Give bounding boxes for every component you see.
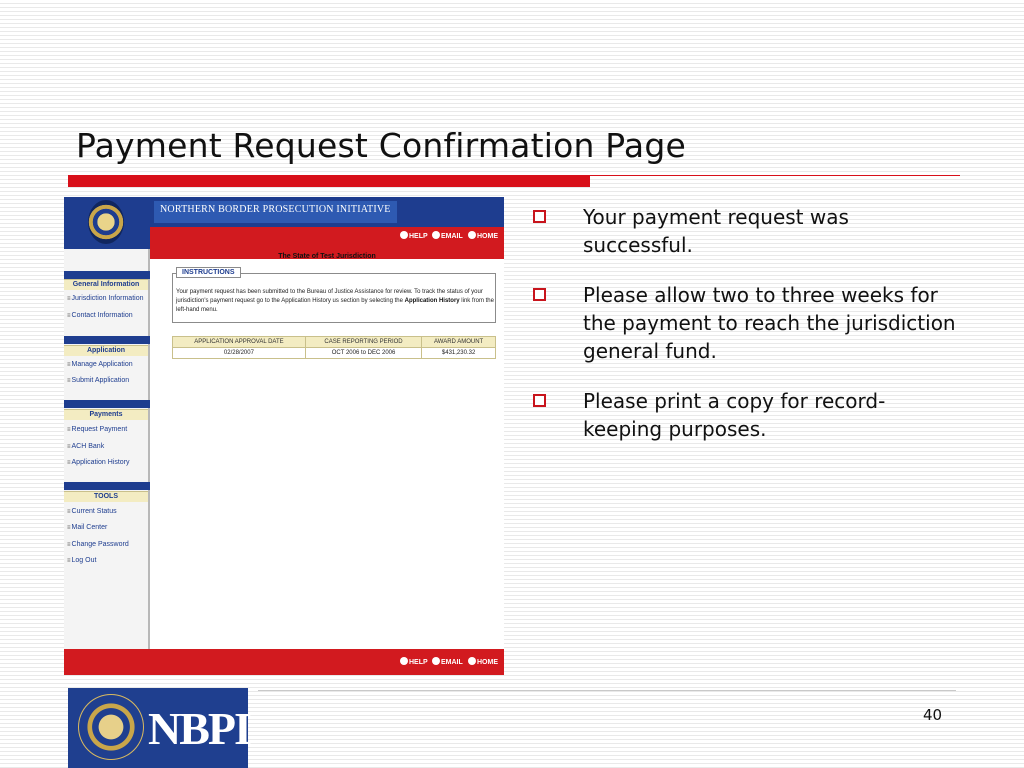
sidebar-strip bbox=[64, 271, 150, 279]
sidebar-section-payments: Payments bbox=[64, 409, 148, 420]
bullet-text: Your payment request was successful. bbox=[583, 205, 849, 257]
header-home-link[interactable] bbox=[468, 231, 498, 240]
table-cell: $431,230.32 bbox=[422, 348, 496, 359]
table-row bbox=[173, 348, 496, 359]
footer-email-label: EMAIL bbox=[441, 659, 463, 666]
footer-divider bbox=[258, 690, 956, 691]
table-cell: OCT 2006 to DEC 2006 bbox=[305, 348, 421, 359]
sidebar-section-application: Application bbox=[64, 345, 148, 356]
bullet-list bbox=[530, 203, 960, 465]
bullet-item bbox=[530, 387, 960, 443]
sidebar-strip bbox=[64, 400, 150, 408]
project-name: NORTHERN BORDER PROSECUTION INITIATIVE bbox=[154, 201, 397, 223]
footer-help-link[interactable] bbox=[400, 657, 428, 666]
table-header: AWARD AMOUNT bbox=[422, 337, 496, 348]
instructions-tab: INSTRUCTIONS bbox=[176, 267, 241, 278]
doj-seal-icon bbox=[78, 694, 144, 760]
sidebar-item-submit-application[interactable]: ≡ Submit Application bbox=[67, 377, 129, 384]
sidebar-strip bbox=[64, 482, 150, 490]
sidebar-item-mail-center[interactable]: ≡ Mail Center bbox=[67, 524, 107, 531]
home-icon bbox=[468, 231, 476, 239]
bullet-item bbox=[530, 281, 960, 365]
footer-home-link[interactable] bbox=[468, 657, 498, 666]
instructions-text-before: Your payment request has been submitted to the Bureau of Justice Assistance for review. To track the status of your jurisdiction's payment request go to the Application History us section by selecting the bbox=[176, 289, 483, 304]
bullet-text: Please print a copy for record-keeping purposes. bbox=[583, 389, 886, 441]
square-bullet-icon bbox=[533, 394, 546, 407]
sidebar-item-change-password[interactable]: ≡ Change Password bbox=[67, 541, 129, 548]
app-screenshot bbox=[64, 197, 504, 675]
slide-title: Payment Request Confirmation Page bbox=[76, 126, 686, 165]
table-header: CASE REPORTING PERIOD bbox=[305, 337, 421, 348]
sidebar-section-general: General Information bbox=[64, 279, 148, 290]
header-email-link[interactable] bbox=[432, 231, 463, 240]
header-home-label: HOME bbox=[477, 233, 498, 240]
instructions-text bbox=[176, 288, 494, 315]
sidebar-item-jurisdiction-information[interactable]: ≡ Jurisdiction Information bbox=[67, 295, 144, 302]
doj-seal-icon bbox=[88, 200, 124, 244]
app-seal-area bbox=[64, 197, 150, 249]
logo-text: NBPI bbox=[148, 703, 250, 754]
table-cell: 02/28/2007 bbox=[173, 348, 306, 359]
award-table bbox=[172, 336, 496, 359]
email-icon bbox=[432, 231, 440, 239]
bullet-text: Please allow two to three weeks for the payment to reach the jurisdiction general fund. bbox=[583, 283, 956, 363]
email-icon bbox=[432, 657, 440, 665]
title-accent-bar bbox=[68, 175, 590, 187]
header-email-label: EMAIL bbox=[441, 233, 463, 240]
title-accent-line bbox=[590, 175, 960, 176]
sidebar-section-tools: TOOLS bbox=[64, 491, 148, 502]
help-icon bbox=[400, 231, 408, 239]
square-bullet-icon bbox=[533, 288, 546, 301]
footer-home-label: HOME bbox=[477, 659, 498, 666]
sidebar-item-log-out[interactable]: ≡ Log Out bbox=[67, 557, 96, 564]
help-icon bbox=[400, 657, 408, 665]
sidebar-strip bbox=[64, 336, 150, 344]
sidebar-item-contact-information[interactable]: ≡ Contact Information bbox=[67, 312, 133, 319]
page-number: 40 bbox=[923, 706, 943, 724]
sidebar-item-ach-bank[interactable]: ≡ ACH Bank bbox=[67, 443, 104, 450]
nbpi-logo bbox=[68, 688, 248, 768]
sidebar-item-request-payment[interactable]: ≡ Request Payment bbox=[67, 426, 127, 433]
application-history-link[interactable]: Application History bbox=[404, 298, 460, 304]
sidebar-item-application-history[interactable]: ≡ Application History bbox=[67, 459, 129, 466]
jurisdiction-title: The State of Test Jurisdiction bbox=[278, 253, 376, 260]
header-help-link[interactable] bbox=[400, 231, 428, 240]
sidebar-item-manage-application[interactable]: ≡ Manage Application bbox=[67, 361, 133, 368]
table-header: APPLICATION APPROVAL DATE bbox=[173, 337, 306, 348]
sidebar-item-current-status[interactable]: ≡ Current Status bbox=[67, 508, 117, 515]
footer-help-label: HELP bbox=[409, 659, 428, 666]
square-bullet-icon bbox=[533, 210, 546, 223]
bullet-item bbox=[530, 203, 960, 259]
header-help-label: HELP bbox=[409, 233, 428, 240]
table-header-row bbox=[173, 337, 496, 348]
footer-email-link[interactable] bbox=[432, 657, 463, 666]
instructions-text-after: link from the left-hand menu. bbox=[176, 298, 494, 313]
home-icon bbox=[468, 657, 476, 665]
